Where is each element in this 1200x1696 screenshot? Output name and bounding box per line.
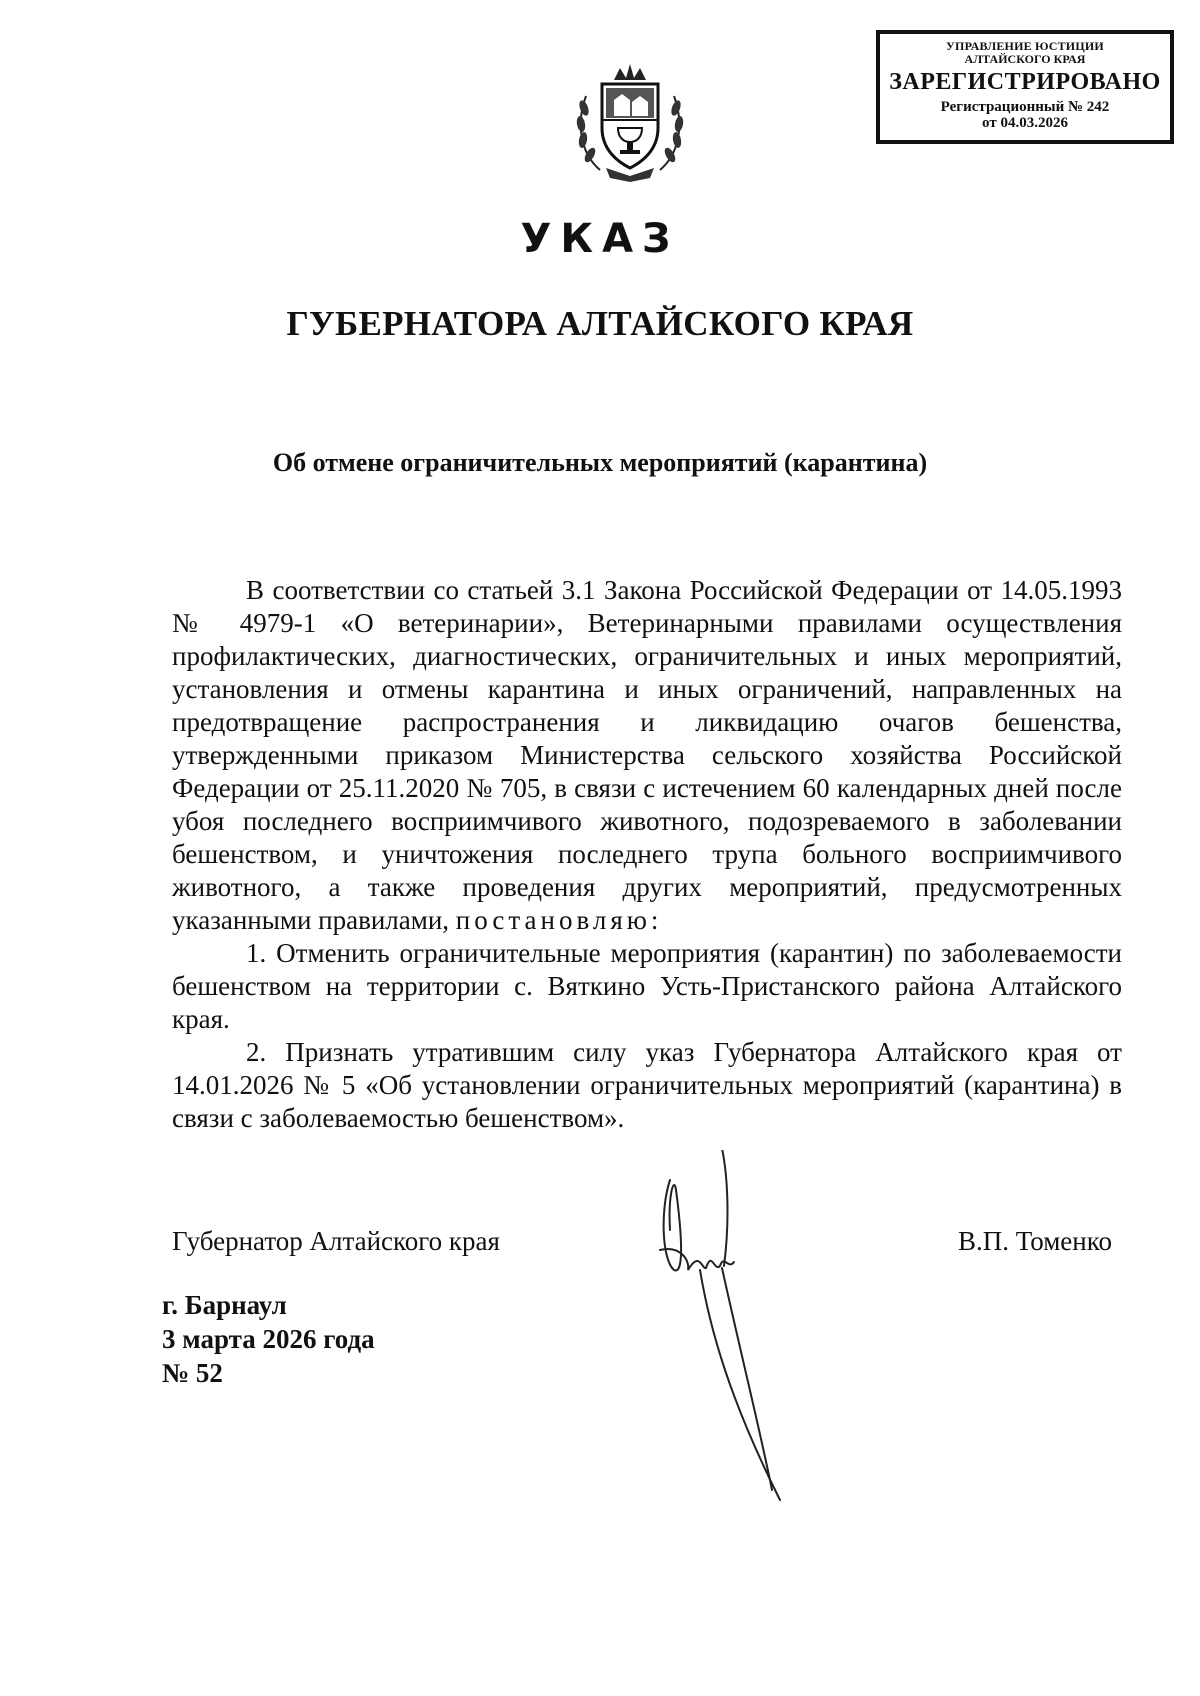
preamble-paragraph <box>172 574 1122 937</box>
place-date-number <box>162 1288 375 1390</box>
decree-date: 3 марта 2026 года <box>162 1324 375 1354</box>
item-1-paragraph: 1. Отменить ограничительные мероприятия (карантин) по заболеваемости бешенством на территории с. Вяткино Усть-Пристанского района Алтайского края. <box>172 938 1122 1034</box>
document-body <box>172 574 1122 1135</box>
document-heading: Об отмене ограничительных мероприятий (карантина) <box>272 448 928 477</box>
stamp-agency-line2: АЛТАЙСКОГО КРАЯ <box>964 52 1086 67</box>
stamp-registered-title: ЗАРЕГИСТРИРОВАНО <box>889 69 1161 96</box>
decree-word: постановляю: <box>455 905 663 935</box>
city: г. Барнаул <box>162 1290 287 1320</box>
handwritten-signature <box>640 1150 810 1510</box>
stamp-reg-number: Регистрационный № 242 <box>940 98 1110 115</box>
signatory-position: Губернатор Алтайского края <box>172 1226 500 1256</box>
decree-number: № 52 <box>162 1358 223 1388</box>
stamp-agency-line1: УПРАВЛЕНИЕ ЮСТИЦИИ <box>946 39 1104 53</box>
registration-stamp <box>876 30 1174 144</box>
preamble-text: В соответствии со статьей 3.1 Закона Российской Федерации от 14.05.1993 № 4979-1 «О ветеринарии», Ветеринарными правилами осуществления профилактических, диагностических, ограничительных и иных мероприятий, установления и отмены карантина и иных ограничений, направленных на предотвращение распространения и ликвидацию очагов бешенства, утвержденными приказом Министерства сельского хозяйства Российской Федерации от 25.11.2020 № 705, в связи с истечением 60 календарных дней после убоя последнего восприимчивого животного, подозреваемого в заболевании бешенством, и уничтожения последнего трупа больного восприимчивого животного, а также проведения других мероприятий, предусмотренных указанными правилами, <box>172 575 1122 935</box>
document-type-title: УКАЗ <box>520 216 680 262</box>
document-issuer: ГУБЕРНАТОРА АЛТАЙСКОГО КРАЯ <box>286 304 914 343</box>
stamp-reg-date: от 04.03.2026 <box>982 115 1068 132</box>
signatory-name: В.П. Томенко <box>958 1226 1112 1256</box>
item-2-paragraph: 2. Признать утратившим силу указ Губернатора Алтайского края от 14.01.2026 № 5 «Об установлении ограничительных мероприятий (карантина) в связи с заболеваемостью бешенством». <box>172 1037 1122 1133</box>
altai-coat-of-arms-icon <box>570 58 690 182</box>
